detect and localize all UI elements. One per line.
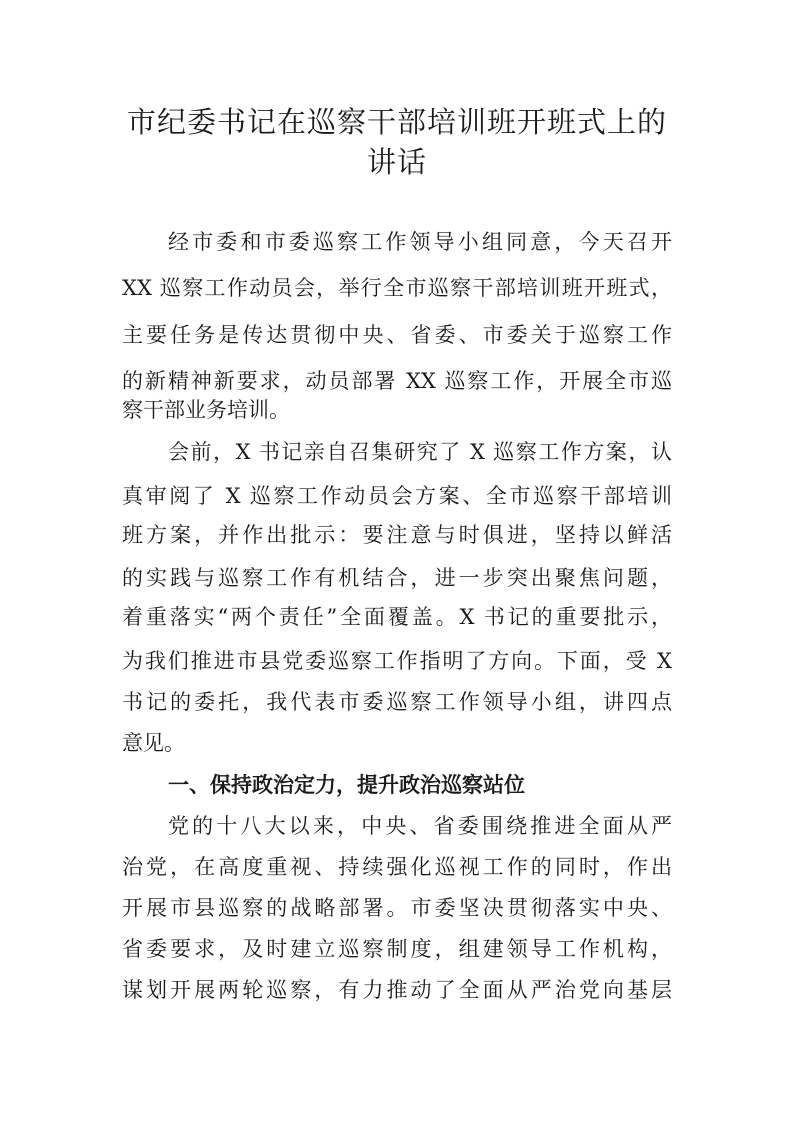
document-title-line-2: 讲话 (366, 145, 427, 179)
paragraph-3-line-5: 谋划开展两轮巡察，有力推动了全面从严治党向基层 (122, 978, 672, 1002)
paragraph-2-line-5: 着重落实“两个责任”全面覆盖。X 书记的重要批示， (122, 605, 672, 629)
paragraph-2-line-1: 会前，X 书记亲自召集研究了 X 巡察工作方案，认 (168, 440, 672, 464)
document-title-line-1: 市纪委书记在巡察干部培训班开班式上的 (126, 105, 667, 139)
paragraph-3-line-4: 省委要求，及时建立巡察制度，组建领导工作机构， (122, 937, 672, 961)
paragraph-3-line-2: 治党，在高度重视、持续强化巡视工作的同时，作出 (122, 855, 672, 879)
paragraph-2-line-3: 班方案，并作出批示：要注意与时俱进，坚持以鲜活 (122, 523, 672, 547)
paragraph-3-line-3: 开展市县巡察的战略部署。市委坚决贯彻落实中央、 (122, 896, 672, 920)
paragraph-2-line-6: 为我们推进市县党委巡察工作指明了方向。下面，受 X (122, 649, 672, 673)
paragraph-1-line-5: 察干部业务培训。 (122, 398, 290, 422)
paragraph-1-line-4: 的新精神新要求，动员部署 XX 巡察工作，开展全市巡 (122, 369, 672, 393)
section-heading-1: 一、保持政治定力，提升政治巡察站位 (168, 773, 525, 797)
paragraph-2-line-7: 书记的委托，我代表市委巡察工作领导小组，讲四点 (122, 690, 672, 714)
paragraph-3-line-1: 党的十八大以来，中央、省委围绕推进全面从严 (168, 814, 672, 838)
paragraph-2-line-4: 的实践与巡察工作有机结合，进一步突出聚焦问题， (122, 566, 672, 590)
paragraph-2-line-8: 意见。 (122, 731, 185, 755)
paragraph-1-line-2: XX 巡察工作动员会，举行全市巡察干部培训班开班式， (122, 276, 672, 300)
paragraph-1-line-1: 经市委和市委巡察工作领导小组同意，今天召开 (168, 230, 672, 254)
paragraph-2-line-2: 真审阅了 X 巡察工作动员会方案、全市巡察干部培训 (122, 484, 672, 508)
paragraph-1-line-3: 主要任务是传达贯彻中央、省委、市委关于巡察工作 (122, 323, 672, 347)
